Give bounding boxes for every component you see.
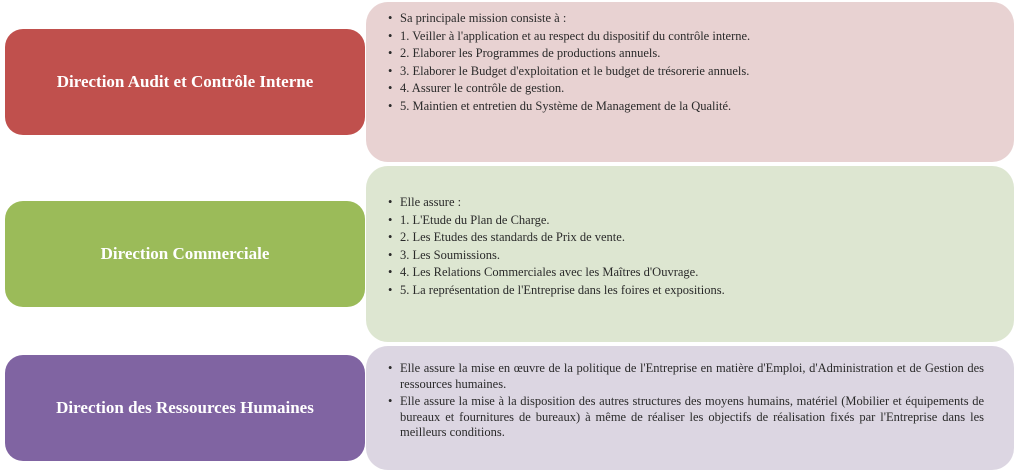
commercial-direction-title: Direction Commerciale	[100, 244, 270, 263]
list-item: • Sa principale mission consiste à :	[388, 10, 984, 28]
list-item: • Elle assure la mise à la disposition des autres structures des moyens humains, matériel (Mobilier et équipements de bureaux et fournitures de bureaux) à même de réaliser les objectifs de réalisation fixés par l'Entreprise dans les meilleurs conditions.	[388, 394, 984, 441]
list-item: • 3. Elaborer le Budget d'exploitation et le budget de trésorerie annuels.	[388, 63, 984, 81]
hr-direction-box	[5, 355, 365, 461]
list-item: • 5. La représentation de l'Entreprise dans les foires et expositions.	[388, 282, 984, 300]
list-item: • 2. Elaborer les Programmes de productions annuels.	[388, 45, 984, 63]
list-item: • Elle assure :	[388, 194, 984, 212]
audit-mission-list	[388, 10, 984, 116]
hr-mission-list	[388, 361, 984, 441]
list-item: • 2. Les Etudes des standards de Prix de vente.	[388, 229, 984, 247]
list-item: • 4. Assurer le contrôle de gestion.	[388, 80, 984, 98]
hr-direction-title: Direction des Ressources Humaines	[56, 398, 314, 417]
hr-description-panel	[366, 346, 1014, 470]
commercial-description-panel	[366, 166, 1014, 342]
audit-direction-title: Direction Audit et Contrôle Interne	[56, 72, 314, 91]
commercial-direction-box	[5, 201, 365, 307]
audit-description-panel	[366, 2, 1014, 162]
audit-direction-box	[5, 29, 365, 135]
list-item: • 1. L'Etude du Plan de Charge.	[388, 212, 984, 230]
commercial-mission-list	[388, 194, 984, 300]
list-item: • 1. Veiller à l'application et au respect du dispositif du contrôle interne.	[388, 28, 984, 46]
list-item: • 3. Les Soumissions.	[388, 247, 984, 265]
list-item: • 4. Les Relations Commerciales avec les Maîtres d'Ouvrage.	[388, 264, 984, 282]
list-item: • Elle assure la mise en œuvre de la politique de l'Entreprise en matière d'Emploi, d'Administration et de Gestion des ressources humaines.	[388, 361, 984, 392]
list-item: • 5. Maintien et entretien du Système de Management de la Qualité.	[388, 98, 984, 116]
